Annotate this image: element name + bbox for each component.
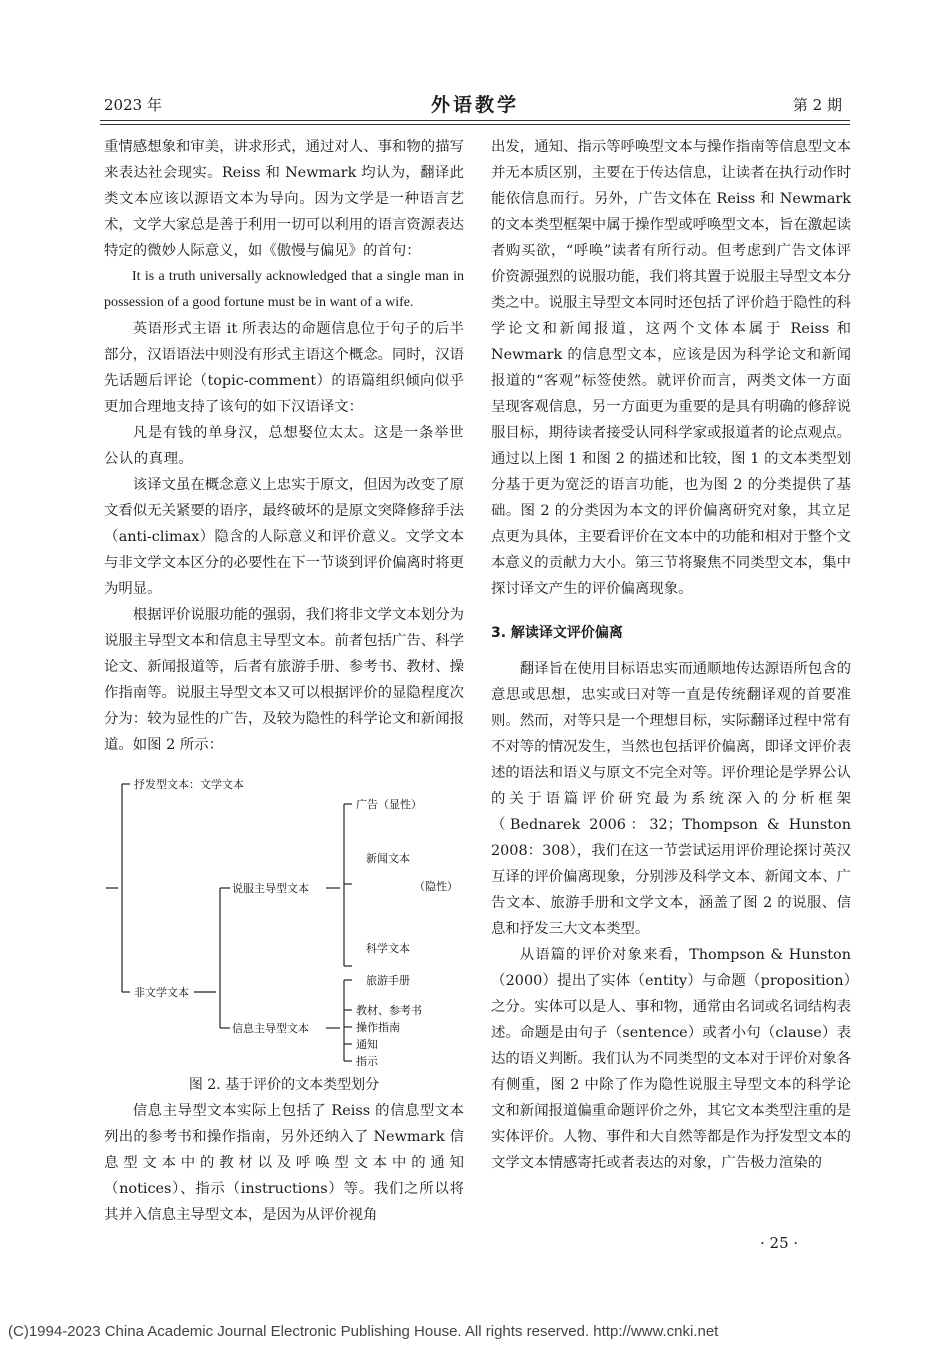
header-rule-top xyxy=(100,120,850,121)
paragraph: 该译文虽在概念意义上忠实于原文，但因为改变了原文看似无关紧要的语序，最终破坏的是原文突降修辞手法（anti-climax）隐含的人际意义和评价意义。文学文本与非文学文本区分的必要性在下一节谈到评价偏离时将更为明显。 xyxy=(104,477,464,597)
label-travel: 旅游手册 xyxy=(366,974,410,987)
label-informative: 信息主导型文本 xyxy=(232,1022,309,1035)
label-notice: 通知 xyxy=(356,1038,378,1051)
label-nonliterary: 非文学文本 xyxy=(134,986,189,999)
header-issue: 第 2 期 xyxy=(792,96,842,114)
journal-title: 外语教学 xyxy=(430,94,519,116)
label-manual: 操作指南 xyxy=(356,1021,400,1034)
header-rule-bottom xyxy=(100,124,850,125)
paragraph: 出发，通知、指示等呼唤型文本与操作指南等信息型文本并无本质区别，主要在于传达信息，让读者在执行动作时能依信息而行。另外，广告文体在 Reiss 和 Newmark 的文本类型框架中属于操作型或呼唤型文本，旨在激起读者购买欲，“呼唤”读者有所行动。但考虑到广告文体评价资源强烈的说服功能，我们将其置于说服主导型文本分类之中。说服主导型文本同时还包括了评价趋于隐性的科学论文和新闻报道，这两个文体本属于 Reiss 和 Newmark 的信息型文本，应该是因为科学论文和新闻报道的“客观”标签使然。就评价而言，两类文体一方面呈现客观信息，另一方面更为重要的是具有明确的修辞说服目标，期待读者接受认同科学家或报道者的论点观点。通过以上图 1 和图 2 的描述和比较，图 1 的文本类型划分基于更为宽泛的语言功能，也为图 2 的分类提供了基础。图 2 的分类因为本文的评价偏离研究对象，其立足点更为具体，主要看评价在文本中的功能和相对于整个文本意义的贡献力大小。第三节将聚焦不同类型文本，集中探讨译文产生的评价偏离现象。 xyxy=(491,139,851,597)
label-persuasive: 说服主导型文本 xyxy=(232,882,309,895)
header-year: 2023 年 xyxy=(104,96,162,114)
label-science: 科学文本 xyxy=(366,942,410,955)
paragraph: 信息主导型文本实际上包括了 Reiss 的信息型文本列出的参考书和操作指南，另外还纳入了 Newmark 信息型文本中的教材以及呼唤型文本中的通知（notices）、指示（instructions）等。我们之所以将其并入信息主导型文本，是因为从评价视角 xyxy=(104,1103,464,1223)
paragraph: 英语形式主语 it 所表达的命题信息位于句子的后半部分，汉语语法中则没有形式主语这个概念。同时，汉语先话题后评论（topic-comment）的语篇组织倾向似乎更加合理地支持了该句的如下汉语译文： xyxy=(104,321,464,415)
label-implicit: （隐性） xyxy=(414,880,458,893)
page-number: · 25 · xyxy=(760,1234,799,1252)
label-expressive: 抒发型文本：文学文本 xyxy=(134,778,244,791)
figure-2-diagram xyxy=(104,766,464,1066)
right-column xyxy=(491,134,851,1176)
label-ads: 广告（显性） xyxy=(356,798,422,811)
paragraph: 重情感想象和审美，讲求形式，通过对人、事和物的描写来表达社会现实。Reiss 和 Newmark 均认为，翻译此类文本应该以源语文本为导向。因为文学是一种语言艺术，文学大家总是善于利用一切可以利用的语言资源表达特定的微妙人际意义，如《傲慢与偏见》的首句： xyxy=(104,139,464,259)
paragraph: 翻译旨在使用目标语忠实而通顺地传达源语所包含的意思或思想，忠实或曰对等一直是传统翻译观的首要准则。然而，对等只是一个理想目标，实际翻译过程中常有不对等的情况发生，当然也包括评价偏离，即译文评价表述的语法和语义与原文不完全对等。评价理论是学界公认的关于语篇评价研究最为系统深入的分析框架（Bednarek 2006：32；Thompson & Hunston 2008：308），我们在这一节尝试运用评价理论探讨英汉互译的评价偏离现象，分别涉及科学文本、新闻文本、广告文本、旅游手册和文学文本，涵盖了图 2 的说服、信息和抒发三大文本类型。 xyxy=(491,661,851,937)
chinese-quote: 凡是有钱的单身汉，总想娶位太太。这是一条举世公认的真理。 xyxy=(104,425,464,467)
label-textbook: 教材、参考书 xyxy=(356,1004,422,1017)
paragraph: 根据评价说服功能的强弱，我们将非文学文本划分为说服主导型文本和信息主导型文本。前者包括广告、科学论文、新闻报道等，后者有旅游手册、参考书、教材、操作指南等。说服主导型文本又可以根据评价的显隐程度次分为：较为显性的广告，及较为隐性的科学论文和新闻报道。如图 2 所示： xyxy=(104,607,464,753)
left-column xyxy=(104,134,464,1228)
figure-caption: 图 2. 基于评价的文本类型划分 xyxy=(188,1077,380,1093)
tree-diagram xyxy=(104,766,464,1066)
section-heading: 3. 解读译文评价偏离 xyxy=(491,625,623,641)
paragraph: 从语篇的评价对象来看，Thompson & Hunston（2000）提出了实体（entity）与命题（proposition）之分。实体可以是人、事和物，通常由名词或名词结构表述。命题是由句子（sentence）或者小句（clause）表达的语义判断。我们认为不同类型的文本对于评价对象各有侧重，图 2 中除了作为隐性说服主导型文本的科学论文和新闻报道偏重命题评价之外，其它文本类型注重的是实体评价。人物、事件和大自然等都是作为抒发型文本的文学文本情感寄托或者表达的对象，广告极力渲染的 xyxy=(491,947,851,1171)
english-quote: It is a truth universally acknowledged that a single man in possession of a good fortune must be in want of a wife. xyxy=(104,269,464,310)
label-news: 新闻文本 xyxy=(366,852,410,865)
label-instruction: 指示 xyxy=(356,1055,378,1066)
copyright-footer: (C)1994-2023 China Academic Journal Electronic Publishing House. All rights reserved. http://www.cnki.net xyxy=(8,1323,719,1340)
